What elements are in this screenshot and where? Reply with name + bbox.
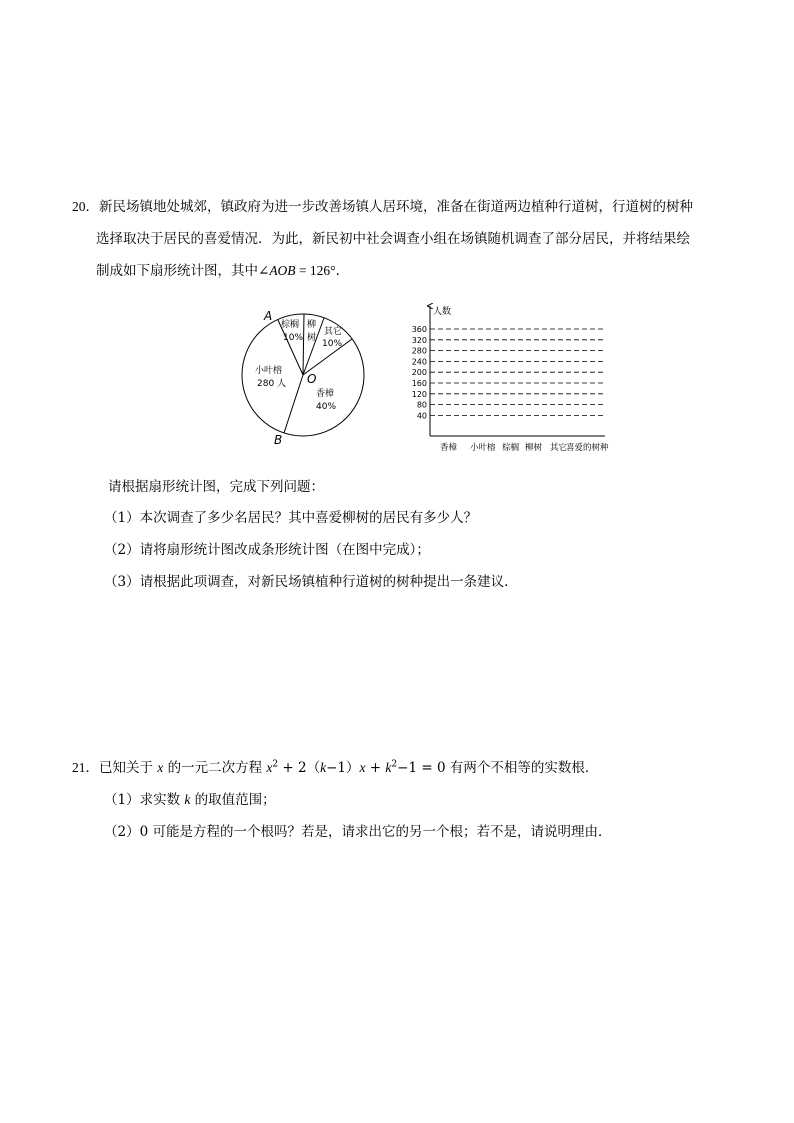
label-A: A [264, 309, 273, 323]
x-category-4: 其它 [550, 443, 568, 453]
y-axis-label: 人数 [433, 307, 452, 317]
eq-plus: + [365, 760, 386, 776]
slice-xiangzhang-name: 香樟 [316, 389, 335, 399]
q20-sub3: （3）请根据此项调查，对新民场镇植种行道树的树种提出一条建议． [104, 574, 518, 590]
slice-xiaoyerong-name: 小叶榕 [255, 366, 283, 376]
q21-mid1: 的一元二次方程 [163, 760, 267, 776]
q21-post: 有两个不相等的实数根． [445, 760, 599, 776]
q21-sub2: （2）0 可能是方程的一个根吗？若是，请求出它的另一个根；若不是，请说明理由． [104, 824, 612, 840]
q21-line1 [72, 759, 598, 777]
q20-line2: 选择取决于居民的喜爱情况．为此，新民初中社会调查小组在场镇随机调查了部分居民，并将结果绘 [96, 231, 690, 247]
y-tick-120: 120 [411, 389, 427, 399]
x-category-2: 棕榈 [502, 443, 520, 453]
label-O: O [307, 372, 317, 386]
bar-chart [400, 300, 630, 460]
q21-var-x: x [157, 760, 164, 775]
x-category-1: 小叶榕 [470, 443, 496, 453]
radius-top [303, 314, 304, 375]
q20-text-line1: 新民场镇地处城郊，镇政府为进一步改善场镇人居环境，准备在街道两边植种行道树，行道树的树种 [99, 199, 693, 215]
y-tick-320: 320 [411, 335, 427, 345]
eq-x: x [266, 760, 273, 775]
eq-k2: k [385, 760, 392, 775]
q20-number: 20． [72, 199, 99, 214]
q20-sub1: （1）本次调查了多少名居民？其中喜爱柳树的居民有多少人？ [104, 510, 478, 526]
slice-zonglv-name: 棕榈 [281, 320, 300, 330]
slice-zonglv-pct: 10% [283, 333, 304, 343]
y-tick-200: 200 [411, 368, 427, 378]
slice-xiaoyerong-count: 280 人 [257, 379, 287, 389]
eq-end: −1 = 0 [397, 760, 446, 776]
q21-pre: 已知关于 [99, 760, 158, 776]
q20-line3-pre: 制成如下扇形统计图，其中∠ [96, 263, 270, 279]
x-category-0: 香樟 [440, 443, 458, 453]
q21-sub1-post: 的取值范围； [190, 792, 276, 808]
q20-line3-post: = 126°． [295, 263, 350, 278]
angle-var: AOB [269, 263, 296, 278]
slice-qita-pct: 10% [322, 339, 343, 349]
slice-xiangzhang-pct: 40% [316, 402, 337, 412]
eq-mid2: −1） [326, 760, 360, 776]
q21-sub1-var: k [184, 792, 191, 807]
eq-k: k [320, 760, 327, 775]
y-tick-40: 40 [416, 411, 427, 421]
radius-OB [284, 375, 303, 433]
label-B: B [274, 433, 283, 447]
y-tick-240: 240 [411, 357, 427, 367]
y-tick-280: 280 [411, 346, 427, 356]
q20-line1 [72, 198, 693, 216]
pie-chart [230, 300, 380, 450]
eq-x2: x [359, 760, 366, 775]
y-tick-80: 80 [416, 400, 427, 410]
slice-liushu-name2: 树 [307, 333, 317, 343]
q20-line3 [96, 262, 349, 280]
slice-liushu-name: 柳 [307, 320, 317, 330]
q21-sub1 [104, 791, 276, 809]
q21-sub1-pre: （1）求实数 [104, 792, 185, 808]
q20-sub2: （2）请将扇形统计图改成条形统计图（在图中完成）； [104, 542, 430, 558]
slice-qita-name: 其它 [324, 327, 343, 337]
q20-prompt: 请根据扇形统计图，完成下列问题： [108, 479, 324, 495]
eq-sq2: 2 [391, 759, 398, 770]
eq-mid: + 2（ [278, 760, 321, 776]
y-tick-360: 360 [411, 325, 427, 334]
q21-number: 21． [72, 760, 99, 775]
x-category-3: 柳树 [525, 443, 543, 453]
eq-sq: 2 [272, 759, 279, 770]
y-tick-160: 160 [411, 379, 427, 388]
x-axis-label: 喜爱的树种 [566, 443, 609, 453]
